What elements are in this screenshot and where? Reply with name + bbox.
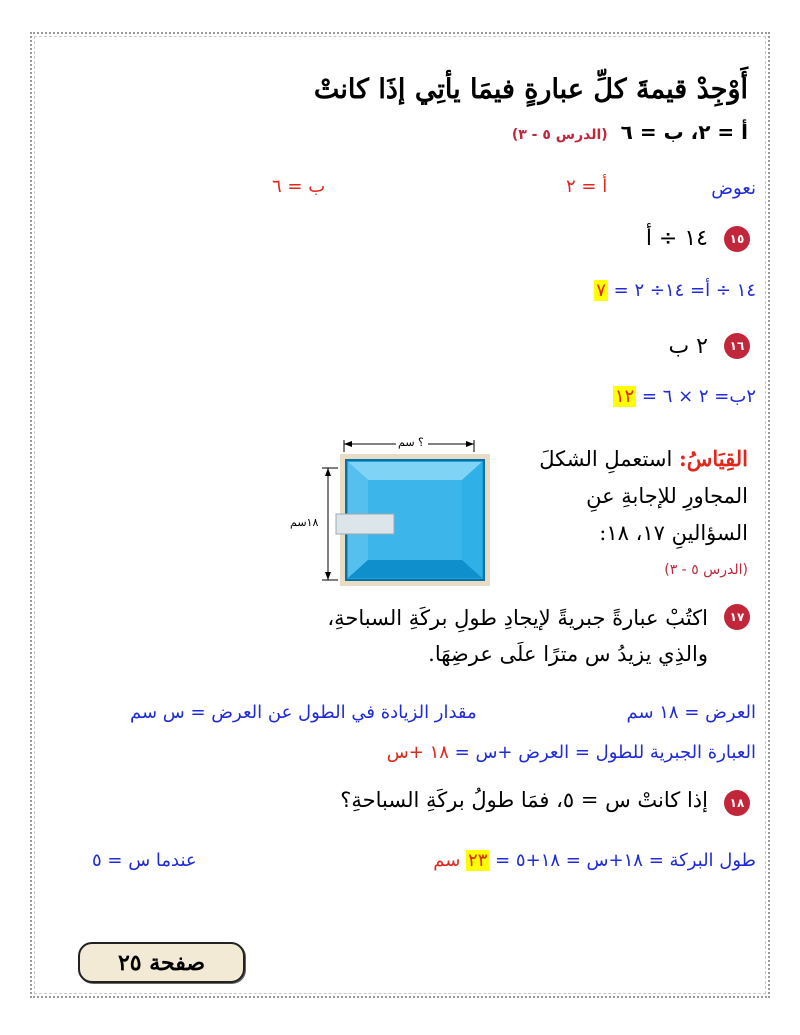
pool-figure: [290, 438, 500, 588]
page-number: صفحة ٢٥: [117, 949, 206, 976]
question-18-badge: ١٨: [724, 790, 750, 816]
question-15-answer: ٧: [596, 280, 606, 301]
question-17-badge: ١٧: [724, 604, 750, 630]
increase-statement: مقدار الزيادة في الطول عن العرض = س سم: [130, 702, 477, 723]
given-condition: أ = ٢، ب = ٦: [620, 120, 748, 144]
exercise-title: أَوْجِدْ قيمةَ كلِّ عبارةٍ فيمَا يأتِي إذَا كانتْ: [313, 74, 748, 105]
question-18-condition: عندما س = ٥: [92, 850, 197, 871]
question-16-answer: ١٢: [614, 386, 635, 407]
measure-line-1: استعملِ الشكلَ: [539, 447, 673, 471]
question-18-steps: طول البركة = ١٨+س = ١٨+٥ =: [495, 850, 756, 871]
pool-diving-board: [336, 514, 394, 534]
question-17-line-2: والذِي يزيدُ س مترًا علَى عرضِهَا.: [428, 642, 708, 666]
measure-instructions: [539, 440, 748, 552]
algebraic-expression-text: العبارة الجبرية للطول = العرض +س =: [454, 742, 756, 763]
question-16-work: [613, 386, 756, 407]
pool-width-label: ؟ سم: [398, 436, 424, 449]
width-statement: العرض = ١٨ سم: [626, 702, 756, 723]
question-15-badge: ١٥: [724, 226, 750, 252]
question-18-text: إذا كانتْ س = ٥، فمَا طولُ بركَةِ السباحةِ؟: [340, 788, 708, 812]
question-16-expression: ٢ ب: [668, 334, 708, 359]
measure-line-2: المجاورِ للإجابةِ عنِ: [586, 484, 748, 508]
question-15-work: [594, 280, 756, 301]
measure-heading: القِيَاسُ:: [679, 446, 748, 471]
question-15-steps: ١٤ ÷ أ= ١٤÷ ٢ =: [613, 280, 756, 301]
measure-lesson-reference: (الدرس ٥ - ٣): [664, 562, 748, 578]
question-15-expression: ١٤ ÷ أ: [645, 226, 708, 251]
lesson-reference: (الدرس ٥ - ٣): [511, 127, 608, 143]
question-16-steps: ٢ب= ٢ × ٦ =: [641, 386, 756, 407]
given-values: [512, 120, 748, 144]
page-number-box: [78, 942, 245, 983]
algebraic-expression: [387, 742, 756, 763]
question-18-answer: ٢٣: [468, 850, 488, 871]
question-18-work: [433, 850, 756, 871]
question-17-text: [327, 600, 708, 672]
question-16-badge: ١٦: [724, 333, 750, 359]
pool-length-label: ١٨سم: [290, 516, 319, 529]
question-17-line-1: اكتُبْ عبارةً جبريةً لإيجادِ طولِ بركَةِ السباحةِ،: [327, 606, 708, 630]
substitute-a: أ = ٢: [566, 176, 608, 197]
substitute-label: نعوض: [711, 178, 756, 199]
substitute-b: ب = ٦: [272, 176, 326, 197]
algebraic-expression-result: ١٨ +س: [386, 742, 449, 763]
question-18-unit: سم: [433, 850, 461, 871]
measure-line-3: السؤالينِ ١٧، ١٨:: [599, 521, 748, 545]
